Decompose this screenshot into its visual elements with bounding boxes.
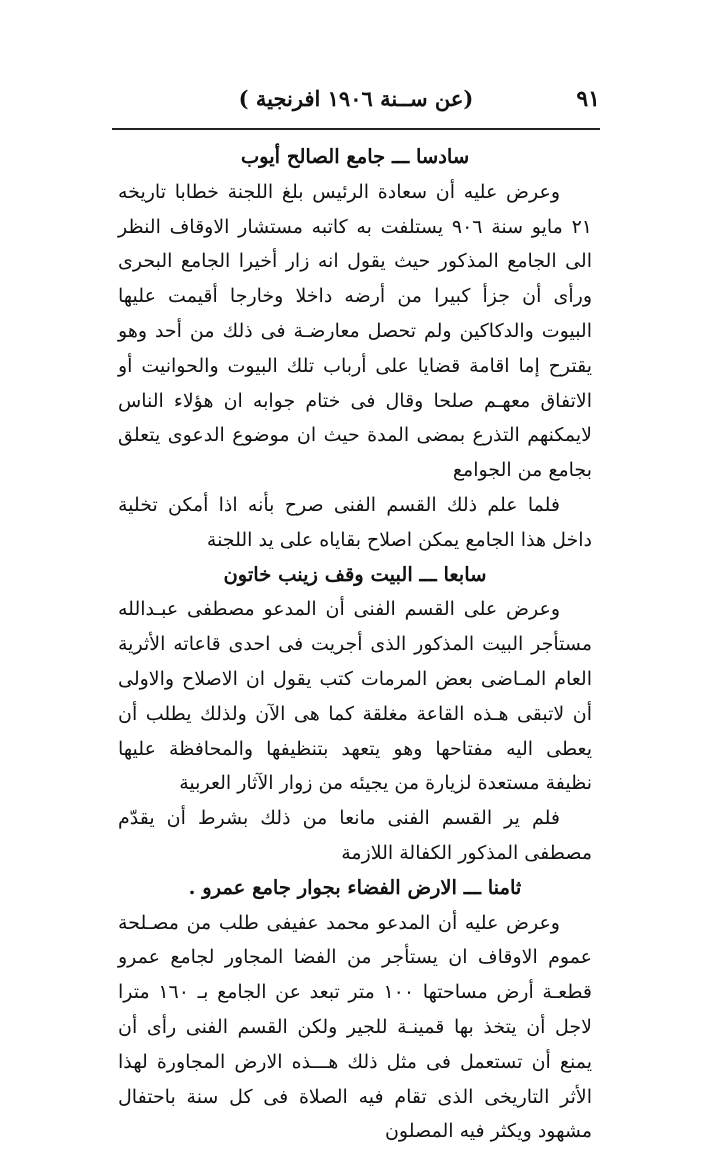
paragraph: وعرض عليه أن سعادة الرئيس بلغ اللجنة خطابا تاريخه ٢١ مايو سنة ٩٠٦ يستلفت به كاتبه مستشار الاوقاف النظر الى الجامع المذكور حيث يقول انه زار أخيرا الجامع البحرى ورأى أن جزأ كبيرا من أرضه داخلا وخارجا أقيمت عليها البيوت والدكاكين ولم تحصل معارضـة فى ذلك من أحد وهو يقترح إما اقامة قضايا على أرباب تلك البيوت والحوانيت أو الاتفاق معهـم صلحا وقال فى ختام جوابه ان هؤلاء الناس لايمكنهم التذرع بمضى المدة حيث ان موضوع الدعوى يتعلق بجامع من الجوامع bbox=[118, 180, 592, 482]
paragraph: وعرض على القسم الفنى أن المدعو مصطفى عبـدالله مستأجر البيت المذكور الذى أجريت فى احدى قاعاته الأثرية العام المـاضى بعض المرمات كتب يقول ان الاصلاح والاولى أن لاتبقى هـذه القاعة مغلقة كما هى الآن ولذلك يطلب أن يعطى اليه مفتاحها وهو يتعهد بتنظيفها والمحافظة عليها نظيفة مستعدة لزيارة من يجيئه من زوار الآثار العربية bbox=[118, 598, 592, 795]
page-number: ٩١ bbox=[576, 86, 600, 112]
running-title: (عن ســنة ١٩٠٦ افرنجية ) bbox=[238, 86, 474, 111]
body-text bbox=[118, 140, 592, 1149]
section-heading-8: ثامنا ـــ الارض الفضاء بجوار جامع عمرو . bbox=[188, 875, 522, 899]
page-header bbox=[112, 86, 600, 122]
header-rule bbox=[112, 128, 600, 130]
section-heading-7: سابعا ـــ البيت وقف زينب خاتون bbox=[223, 562, 487, 586]
section-heading-6: سادسا ـــ جامع الصالح أيوب bbox=[240, 145, 470, 168]
paragraph: وعرض عليه أن المدعو محمد عفيفى طلب من مصـلحة عموم الاوقاف ان يستأجر من الفضا المجاور لجامع عمرو قطعـة أرض مساحتها ١٠٠ متر تبعد عن الجامع بـ ١٦٠ مترا لاجل أن يتخذ بها قمينـة للجير ولكن القسم الفنى رأى أن يمنع أن تستعمل فى مثل ذلك هـــذه الارض المجاورة لهذا الأثر التاريخى الذى تقام فيه الصلاة فى كل سنة باحتفال مشهود ويكثر فيه المصلون bbox=[118, 911, 592, 1143]
paragraph: فلم ير القسم الفنى مانعا من ذلك بشرط أن يقدّم مصطفى المذكور الكفالة اللازمة bbox=[118, 807, 592, 864]
paragraph: فلما علم ذلك القسم الفنى صرح بأنه اذا أمكن تخلية داخل هذا الجامع يمكن اصلاح بقاياه على يد اللجنة bbox=[118, 493, 592, 551]
